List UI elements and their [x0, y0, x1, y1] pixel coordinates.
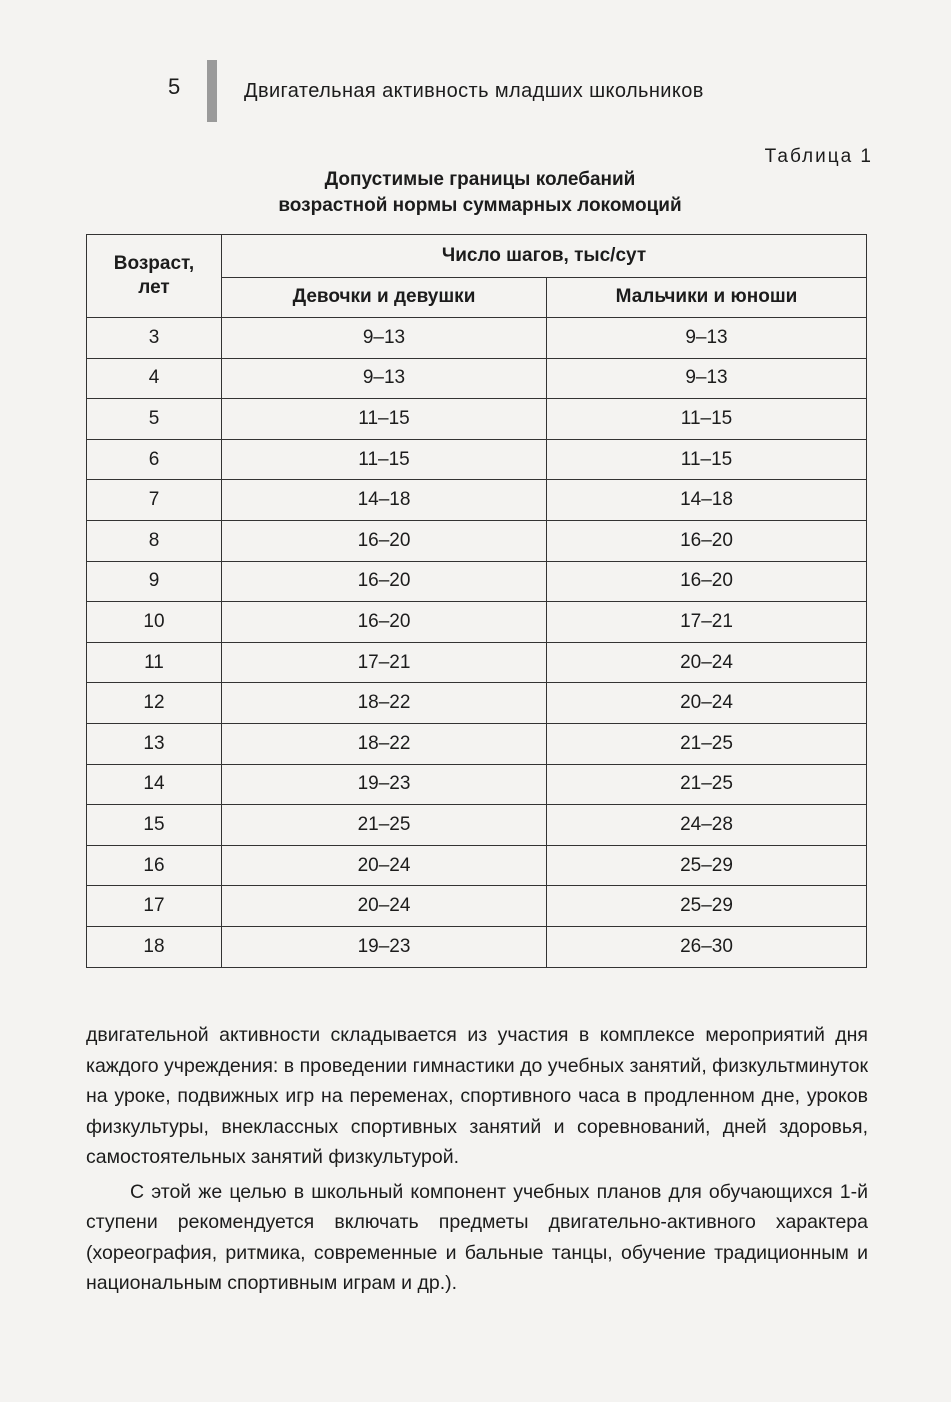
cell-age: 14	[87, 764, 222, 805]
cell-girls: 21–25	[222, 805, 547, 846]
table-row	[87, 805, 867, 846]
cell-girls: 16–20	[222, 520, 547, 561]
table-row	[87, 723, 867, 764]
cell-boys: 25–29	[547, 845, 867, 886]
table-label: Таблица 1	[764, 146, 873, 167]
cell-boys: 21–25	[547, 723, 867, 764]
cell-girls: 16–20	[222, 561, 547, 602]
cell-girls: 19–23	[222, 764, 547, 805]
cell-girls: 11–15	[222, 399, 547, 440]
table-row	[87, 318, 867, 359]
cell-age: 12	[87, 683, 222, 724]
cell-age: 7	[87, 480, 222, 521]
cell-girls: 14–18	[222, 480, 547, 521]
table-title-line-2: возрастной нормы суммарных локомоций	[278, 195, 682, 216]
page-number: 5	[168, 74, 181, 99]
cell-boys: 21–25	[547, 764, 867, 805]
header-divider-bar	[207, 60, 217, 122]
table-body	[87, 318, 867, 968]
paragraph-2: С этой же целью в школьный компонент учебных планов для обучающихся 1-й ступени рекомендуется включать предметы двигательно-активного характера (хореография, ритмика, современные и бальные танцы, обучение традиционным и национальным спортивным играм и др.).	[86, 1180, 868, 1294]
cell-boys: 17–21	[547, 602, 867, 643]
cell-boys: 11–15	[547, 439, 867, 480]
table-title-line-1: Допустимые границы колебаний	[324, 169, 636, 190]
table-row	[87, 642, 867, 683]
cell-girls: 20–24	[222, 886, 547, 927]
cell-girls: 16–20	[222, 602, 547, 643]
cell-girls: 18–22	[222, 723, 547, 764]
column-header-girls: Девочки и девушки	[222, 277, 547, 318]
cell-girls: 18–22	[222, 683, 547, 724]
table-row	[87, 561, 867, 602]
cell-age: 10	[87, 602, 222, 643]
cell-age: 5	[87, 399, 222, 440]
running-header: Двигательная активность младших школьников	[244, 80, 704, 102]
cell-age: 15	[87, 805, 222, 846]
cell-boys: 20–24	[547, 683, 867, 724]
cell-boys: 14–18	[547, 480, 867, 521]
cell-girls: 17–21	[222, 642, 547, 683]
cell-age: 17	[87, 886, 222, 927]
table-row	[87, 886, 867, 927]
cell-age: 8	[87, 520, 222, 561]
paragraph-1: двигательной активности складывается из участия в комплексе мероприятий дня каждого учреждения: в проведении гимнастики до учебных занятий, физкультминуток на уроке, подвижных игр на переменах, спортивного часа в продленном дне, уроков физкультуры, внеклассных спортивных занятий и соревнований, дней здоровья, самостоятельных занятий физкультурой.	[86, 1024, 868, 1168]
cell-age: 11	[87, 642, 222, 683]
cell-girls: 19–23	[222, 926, 547, 967]
table-row	[87, 602, 867, 643]
cell-age: 6	[87, 439, 222, 480]
table-row	[87, 764, 867, 805]
cell-boys: 25–29	[547, 886, 867, 927]
cell-boys: 20–24	[547, 642, 867, 683]
table-row	[87, 399, 867, 440]
table-row	[87, 926, 867, 967]
cell-boys: 26–30	[547, 926, 867, 967]
cell-girls: 11–15	[222, 439, 547, 480]
cell-girls: 20–24	[222, 845, 547, 886]
cell-boys: 9–13	[547, 318, 867, 359]
cell-girls: 9–13	[222, 358, 547, 399]
cell-age: 3	[87, 318, 222, 359]
cell-girls: 9–13	[222, 318, 547, 359]
cell-age: 13	[87, 723, 222, 764]
cell-age: 4	[87, 358, 222, 399]
body-text	[86, 1020, 868, 1299]
cell-age: 9	[87, 561, 222, 602]
cell-boys: 24–28	[547, 805, 867, 846]
cell-boys: 11–15	[547, 399, 867, 440]
table-row	[87, 480, 867, 521]
table-row	[87, 439, 867, 480]
table-row	[87, 683, 867, 724]
cell-age: 16	[87, 845, 222, 886]
table-title	[200, 167, 760, 219]
column-header-age: Возраст, лет	[87, 235, 222, 318]
cell-boys: 9–13	[547, 358, 867, 399]
locomotion-norms-table	[86, 234, 867, 968]
cell-boys: 16–20	[547, 561, 867, 602]
cell-boys: 16–20	[547, 520, 867, 561]
cell-age: 18	[87, 926, 222, 967]
column-header-steps: Число шагов, тыс/сут	[222, 235, 867, 278]
column-header-boys: Мальчики и юноши	[547, 277, 867, 318]
table-row	[87, 845, 867, 886]
table-row	[87, 520, 867, 561]
table-row	[87, 358, 867, 399]
